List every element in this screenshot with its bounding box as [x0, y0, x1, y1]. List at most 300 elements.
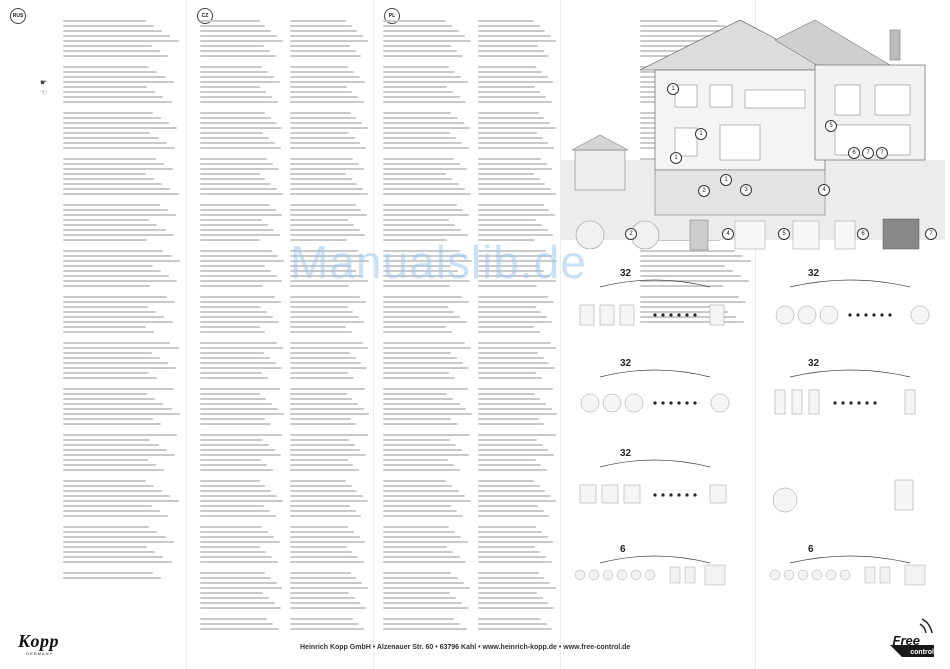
text-line [290, 25, 352, 27]
text-line [478, 86, 535, 88]
text-line [63, 142, 167, 144]
text-line [290, 209, 361, 211]
text-line [478, 91, 540, 93]
text-line [290, 30, 357, 32]
text-line [290, 86, 347, 88]
text-line [478, 464, 541, 466]
text-line [290, 398, 352, 400]
language-badge-rus: RUS [10, 8, 26, 24]
text-line [200, 122, 277, 124]
text-line [63, 413, 180, 415]
text-line [478, 122, 550, 124]
text-line [63, 459, 148, 461]
text-line [200, 40, 283, 42]
text-column-pl-1 [383, 20, 473, 633]
text-line [478, 147, 554, 149]
text-line [290, 183, 357, 185]
text-line [383, 418, 451, 420]
text-line [383, 572, 451, 574]
text-line [478, 326, 534, 328]
text-line [63, 321, 173, 323]
text-line [200, 188, 277, 190]
text-line [63, 296, 167, 298]
text-line [478, 592, 537, 594]
text-line [290, 214, 367, 216]
text-line [383, 434, 470, 436]
text-line [478, 388, 553, 390]
text-line [200, 25, 265, 27]
text-line [200, 55, 276, 57]
text-line [63, 388, 174, 390]
text-column-cz-2 [290, 20, 370, 633]
text-line [63, 117, 161, 119]
text-line [478, 163, 547, 165]
text-line [200, 137, 269, 139]
text-line [383, 142, 462, 144]
text-line [383, 40, 471, 42]
text-line [290, 490, 357, 492]
text-line [383, 183, 459, 185]
text-line [478, 531, 542, 533]
text-line [200, 321, 279, 323]
text-line [200, 306, 261, 308]
text-line [290, 510, 356, 512]
text-line [200, 546, 260, 548]
text-line [200, 444, 269, 446]
text-line [63, 526, 149, 528]
text-line [290, 122, 362, 124]
text-line [290, 347, 368, 349]
text-line [63, 132, 150, 134]
text-line [200, 76, 274, 78]
text-line [478, 510, 544, 512]
text-line [63, 96, 163, 98]
text-line [200, 66, 262, 68]
text-line [383, 536, 461, 538]
finger-icon: ☜ [40, 88, 48, 97]
text-line [63, 536, 166, 538]
text-line [290, 352, 350, 354]
text-line [200, 541, 280, 543]
text-line [478, 454, 554, 456]
fold-line [373, 0, 374, 669]
text-line [383, 101, 466, 103]
text-line [290, 163, 359, 165]
text-line [478, 66, 536, 68]
text-line [63, 531, 157, 533]
text-line [290, 193, 368, 195]
text-line [200, 592, 263, 594]
text-line [383, 229, 461, 231]
text-line [383, 20, 446, 22]
text-line [200, 536, 274, 538]
text-line [200, 485, 265, 487]
text-line [63, 326, 146, 328]
text-line [200, 301, 281, 303]
text-line [63, 178, 154, 180]
text-line [478, 607, 554, 609]
text-line [478, 551, 540, 553]
text-line [63, 270, 161, 272]
text-line [383, 86, 447, 88]
text-line [383, 76, 461, 78]
text-line [478, 444, 543, 446]
text-line [290, 551, 352, 553]
house-label: 7 [862, 147, 874, 159]
text-line [63, 515, 168, 517]
text-line [383, 50, 457, 52]
text-line [478, 526, 536, 528]
text-line [200, 572, 265, 574]
device-row [565, 215, 950, 255]
text-line [290, 316, 359, 318]
text-line [63, 76, 166, 78]
text-line [63, 505, 152, 507]
text-line [383, 352, 451, 354]
text-line [383, 45, 451, 47]
text-line [478, 158, 541, 160]
text-line [383, 464, 454, 466]
text-line [200, 393, 260, 395]
text-line [383, 362, 463, 364]
text-line [63, 331, 154, 333]
text-line [290, 20, 346, 22]
text-line [290, 531, 354, 533]
text-line [63, 367, 176, 369]
text-line [290, 592, 349, 594]
text-line [63, 219, 149, 221]
text-line [200, 464, 267, 466]
text-line [63, 250, 163, 252]
text-line [200, 556, 272, 558]
text-line [383, 178, 452, 180]
text-line [200, 239, 260, 241]
group-count: 32 [808, 358, 820, 369]
text-line [290, 331, 352, 333]
text-line [290, 137, 355, 139]
text-line [63, 301, 175, 303]
text-line [478, 168, 552, 170]
text-line [63, 403, 163, 405]
text-line [63, 112, 153, 114]
text-line [478, 342, 551, 344]
text-line [478, 393, 535, 395]
text-line [290, 556, 358, 558]
text-line [200, 142, 275, 144]
text-line [478, 490, 545, 492]
text-line [383, 372, 449, 374]
text-line [290, 572, 351, 574]
text-line [63, 372, 149, 374]
fold-line [186, 0, 187, 669]
text-line [290, 101, 364, 103]
text-line [200, 91, 266, 93]
text-line [290, 561, 364, 563]
text-line [63, 485, 154, 487]
text-line [478, 178, 540, 180]
text-line [383, 490, 459, 492]
text-line [200, 163, 273, 165]
text-line [63, 495, 170, 497]
text-line [63, 342, 170, 344]
group-diagrams [560, 275, 950, 595]
text-line [383, 168, 467, 170]
text-line [200, 265, 265, 267]
text-line [200, 551, 266, 553]
text-line [478, 40, 556, 42]
text-line [383, 147, 469, 149]
text-line [63, 204, 160, 206]
text-line [63, 362, 168, 364]
text-line [290, 55, 361, 57]
text-line [383, 71, 455, 73]
text-line [383, 209, 463, 211]
text-line [63, 454, 175, 456]
text-line [290, 403, 358, 405]
text-line [290, 439, 349, 441]
text-line [200, 101, 278, 103]
text-line [290, 377, 354, 379]
text-line [63, 572, 153, 574]
text-line [200, 403, 272, 405]
text-line [478, 423, 544, 425]
text-line [200, 112, 265, 114]
text-line [290, 413, 369, 415]
text-line [290, 301, 366, 303]
text-line [290, 45, 350, 47]
text-line [383, 561, 466, 563]
text-line [383, 91, 453, 93]
text-line [200, 372, 262, 374]
text-line [383, 326, 446, 328]
text-line [200, 96, 272, 98]
text-line [478, 352, 538, 354]
group-count: 6 [620, 544, 626, 555]
footer [0, 613, 950, 669]
text-line [200, 423, 271, 425]
text-line [478, 469, 547, 471]
text-line [383, 408, 466, 410]
text-line [290, 311, 353, 313]
text-line [290, 449, 360, 451]
text-line [200, 434, 282, 436]
text-line [478, 127, 556, 129]
text-line [383, 306, 448, 308]
text-line [200, 158, 267, 160]
text-line [478, 55, 549, 57]
text-line [200, 331, 265, 333]
text-line [478, 188, 551, 190]
text-line [200, 147, 281, 149]
text-line [290, 112, 351, 114]
text-line [290, 597, 355, 599]
house-label: 3 [740, 184, 752, 196]
text-line [200, 495, 277, 497]
text-line [63, 173, 146, 175]
text-line [63, 229, 166, 231]
text-line [383, 393, 447, 395]
text-line [383, 449, 462, 451]
text-line [200, 255, 278, 257]
text-line [640, 270, 733, 272]
text-line [383, 342, 465, 344]
text-line [63, 260, 180, 262]
text-line [200, 50, 270, 52]
text-line [478, 541, 553, 543]
text-line [478, 193, 556, 195]
text-line [290, 536, 360, 538]
text-line [200, 531, 268, 533]
group-count: 32 [808, 268, 820, 279]
text-line [383, 388, 468, 390]
house-label: 7 [876, 147, 888, 159]
text-line [478, 311, 541, 313]
text-line [200, 347, 283, 349]
text-line [200, 510, 270, 512]
text-line [200, 602, 275, 604]
text-line [383, 96, 460, 98]
text-line [63, 449, 167, 451]
text-line [200, 168, 279, 170]
text-line [383, 25, 452, 27]
text-line [478, 480, 534, 482]
text-line [63, 35, 170, 37]
text-line [478, 76, 548, 78]
house-label: 1 [670, 152, 682, 164]
text-line [63, 423, 161, 425]
text-line [290, 224, 354, 226]
text-line [63, 352, 152, 354]
text-line [290, 526, 348, 528]
text-line [383, 546, 447, 548]
text-line [200, 515, 276, 517]
text-line [290, 459, 348, 461]
text-line [290, 577, 356, 579]
text-line [200, 449, 275, 451]
badge-bottom-text: control [910, 649, 934, 656]
text-line [478, 219, 536, 221]
text-line [63, 71, 157, 73]
text-line [63, 280, 177, 282]
text-line [383, 398, 453, 400]
text-line [383, 127, 470, 129]
text-line [290, 469, 359, 471]
text-line [290, 35, 363, 37]
text-line [478, 296, 548, 298]
text-line [290, 602, 360, 604]
house-label: 6 [848, 147, 860, 159]
text-line [200, 311, 267, 313]
text-line [383, 224, 455, 226]
text-line [63, 55, 168, 57]
text-line [63, 408, 172, 410]
text-line [478, 142, 548, 144]
text-line [290, 168, 364, 170]
text-line [200, 459, 261, 461]
text-line [383, 122, 464, 124]
text-line [200, 561, 278, 563]
text-line [63, 464, 156, 466]
text-line [478, 459, 536, 461]
text-line [478, 582, 550, 584]
text-line [383, 592, 450, 594]
text-line [383, 173, 446, 175]
text-line [290, 96, 358, 98]
text-line [478, 81, 553, 83]
text-line [290, 515, 361, 517]
text-line [200, 454, 281, 456]
text-line [478, 209, 549, 211]
group-count: 6 [808, 544, 814, 555]
text-line [478, 321, 552, 323]
text-line [200, 214, 282, 216]
text-line [63, 168, 173, 170]
text-line [478, 597, 543, 599]
text-line [63, 214, 176, 216]
text-line [478, 301, 554, 303]
text-line [383, 602, 462, 604]
text-line [478, 449, 548, 451]
text-line [383, 597, 456, 599]
text-line [63, 490, 162, 492]
text-line [63, 122, 169, 124]
text-line [200, 342, 277, 344]
text-line [478, 96, 546, 98]
text-line [383, 480, 446, 482]
text-line [63, 551, 155, 553]
text-line [383, 81, 468, 83]
text-line [290, 50, 356, 52]
text-line [63, 418, 153, 420]
group-count: 32 [620, 358, 632, 369]
text-line [63, 480, 146, 482]
text-line [478, 418, 539, 420]
text-line [200, 469, 273, 471]
text-line [200, 224, 268, 226]
text-line [383, 204, 457, 206]
text-line [200, 270, 271, 272]
brand-subtitle: GERMANY [26, 651, 54, 656]
text-line [290, 229, 360, 231]
text-line [63, 316, 164, 318]
text-line [383, 526, 449, 528]
text-line [383, 311, 454, 313]
text-line [200, 183, 271, 185]
text-line [63, 45, 152, 47]
text-line [290, 367, 367, 369]
text-line [290, 342, 363, 344]
text-line [478, 408, 552, 410]
text-line [290, 81, 365, 83]
text-line [63, 127, 177, 129]
text-line [63, 188, 170, 190]
text-line [63, 224, 157, 226]
text-line [63, 239, 147, 241]
watermark: Manualslib.de [290, 236, 587, 288]
text-line [478, 413, 557, 415]
device-label: 2 [625, 228, 637, 240]
text-line [63, 275, 169, 277]
text-line [63, 393, 147, 395]
text-line [478, 35, 551, 37]
text-line [290, 40, 368, 42]
text-line [200, 285, 263, 287]
text-line [478, 439, 537, 441]
text-line [478, 536, 548, 538]
text-line [63, 86, 147, 88]
text-line [200, 86, 260, 88]
text-line [200, 398, 266, 400]
